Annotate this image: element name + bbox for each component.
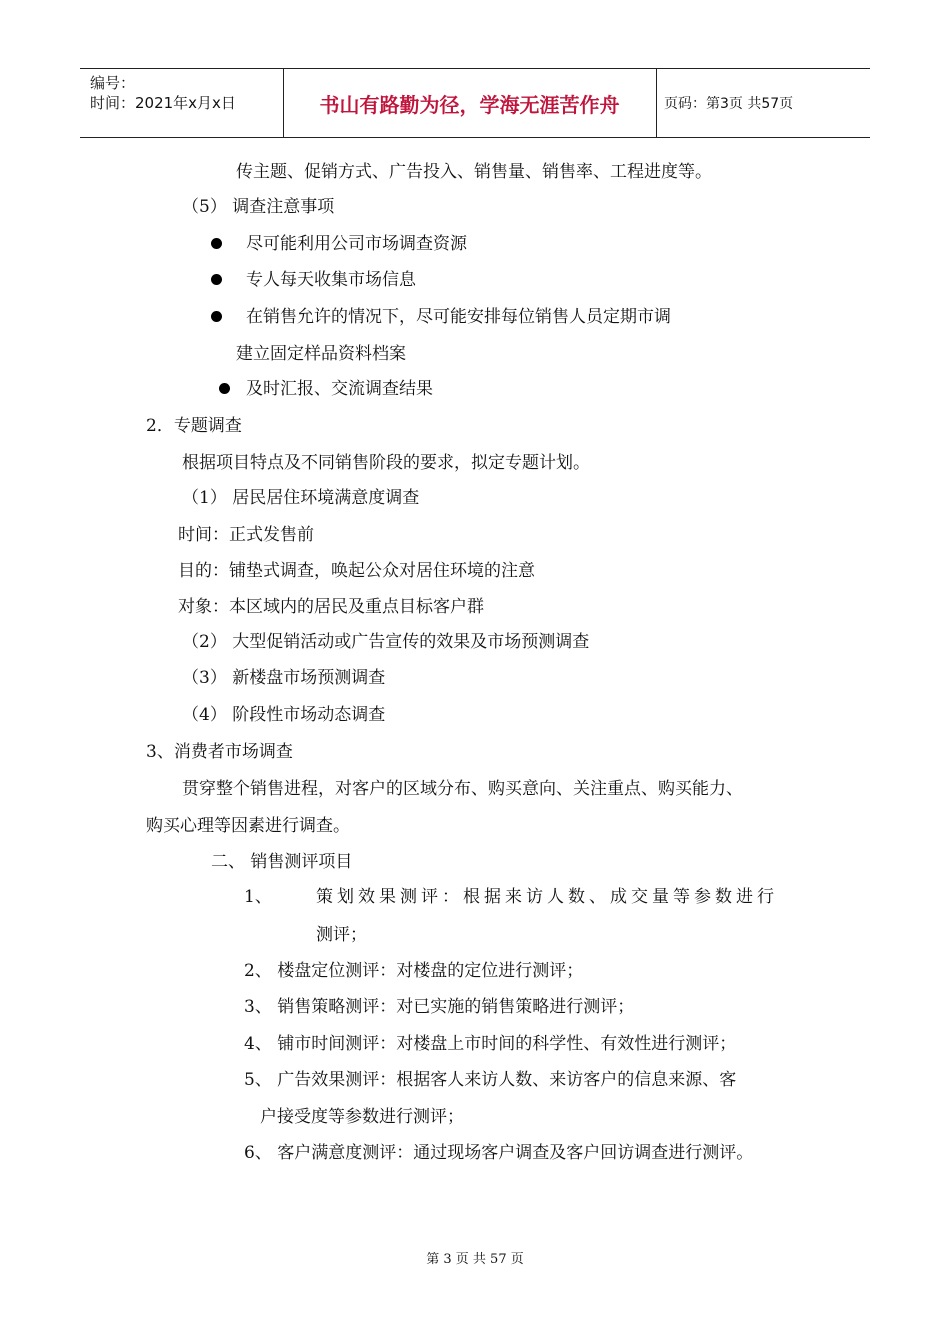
section-heading: 3、消费者市场调查 [146, 742, 293, 762]
section-heading: 2．专题调查 [146, 416, 242, 436]
list-number: 1、 [244, 887, 272, 907]
text-line: （1） 居民居住环境满意度调查 [182, 488, 420, 508]
bullet-icon [219, 383, 230, 394]
text-line: 6、 客户满意度测评：通过现场客户调查及客户回访调查进行测评。 [244, 1143, 754, 1163]
text-line: 2、 楼盘定位测评：对楼盘的定位进行测评； [244, 961, 584, 981]
text-line: 在销售允许的情况下，尽可能安排每位销售人员定期市调 [246, 307, 671, 327]
text-line: （4） 阶段性市场动态调查 [182, 705, 386, 725]
text-line: 尽可能利用公司市场调查资源 [246, 234, 467, 254]
text-line: 建立固定样品资料档案 [236, 344, 406, 364]
text-line: 户接受度等参数进行测评； [260, 1107, 464, 1127]
text-line: 传主题、促销方式、广告投入、销售量、销售率、工程进度等。 [236, 162, 712, 182]
text-line: 5、 广告效果测评：根据客人来访人数、来访客户的信息来源、客 [244, 1070, 737, 1090]
text-line: 对象：本区域内的居民及重点目标客户群 [178, 597, 484, 617]
text-line: 测评； [316, 925, 367, 945]
text-line: 4、 铺市时间测评：对楼盘上市时间的科学性、有效性进行测评； [244, 1034, 737, 1054]
bullet-icon [211, 311, 222, 322]
text-line: （5） 调查注意事项 [182, 197, 335, 217]
text-line: 专人每天收集市场信息 [246, 270, 416, 290]
date-label: 时间：2021年x月x日 [90, 94, 236, 112]
page-footer: 第 3 页 共 57 页 [426, 1252, 524, 1267]
bullet-icon [211, 274, 222, 285]
header-page-info: 页码：第3页 共57页 [664, 96, 794, 112]
text-line: （3） 新楼盘市场预测调查 [182, 668, 386, 688]
header-motto: 书山有路勤为径，学海无涯苦作舟 [319, 92, 620, 117]
page-header [80, 68, 870, 138]
header-divider [656, 69, 657, 137]
text-line: 策划效果测评：根据来访人数、成交量等参数进行 [316, 887, 778, 907]
text-line: 3、 销售策略测评：对已实施的销售策略进行测评； [244, 997, 635, 1017]
text-line: 及时汇报、交流调查结果 [246, 379, 433, 399]
text-line: （2） 大型促销活动或广告宣传的效果及市场预测调查 [182, 632, 590, 652]
section-heading: 二、 销售测评项目 [211, 852, 353, 872]
text-line: 目的：铺垫式调查，唤起公众对居住环境的注意 [178, 561, 535, 581]
code-label: 编号： [90, 74, 136, 92]
text-line: 购买心理等因素进行调查。 [146, 816, 350, 836]
header-meta [90, 73, 236, 113]
text-line: 贯穿整个销售进程，对客户的区域分布、购买意向、关注重点、购买能力、 [182, 779, 743, 799]
text-line: 根据项目特点及不同销售阶段的要求，拟定专题计划。 [182, 453, 590, 473]
bullet-icon [211, 238, 222, 249]
text-line: 时间：正式发售前 [178, 525, 314, 545]
